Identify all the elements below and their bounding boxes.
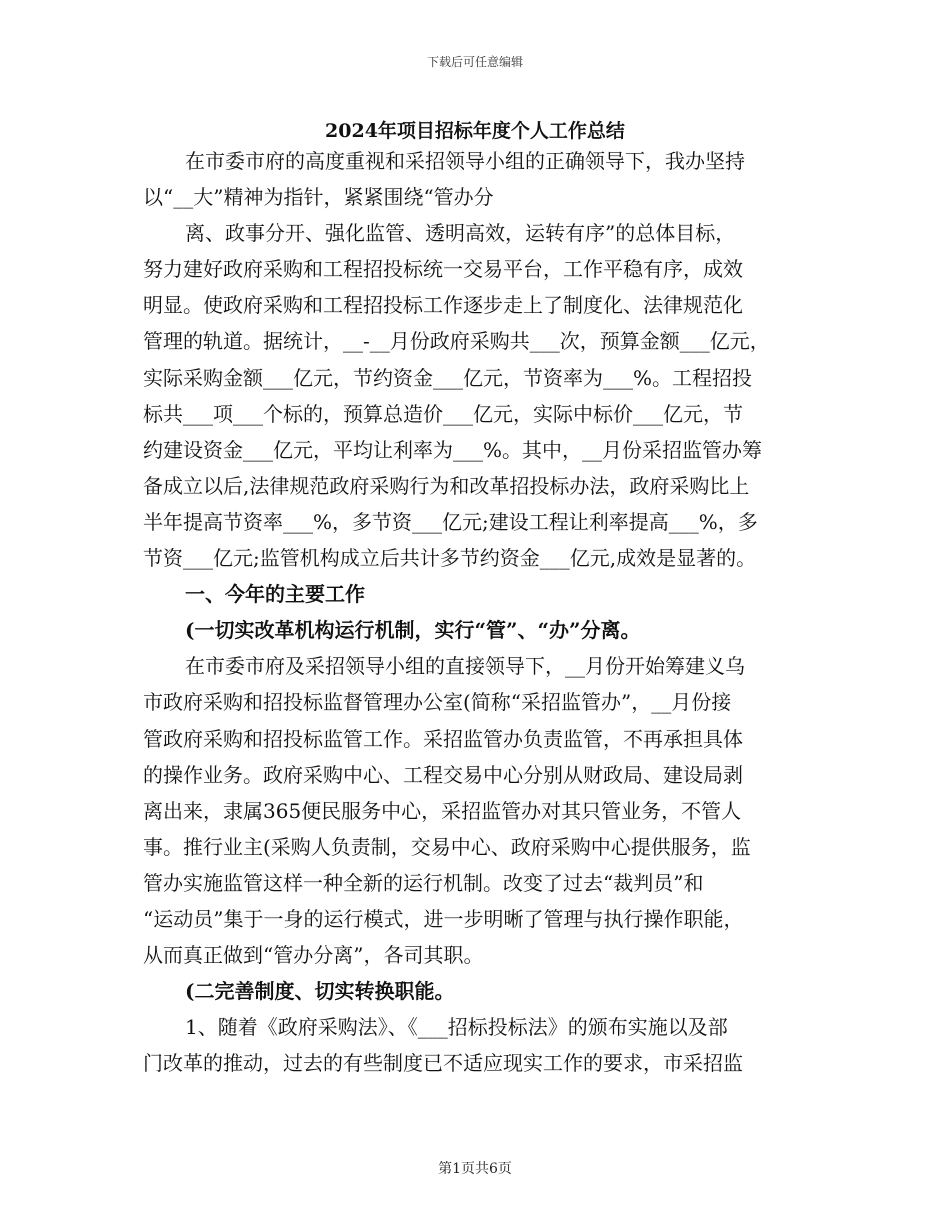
body-line: 管理的轨道。据统计，__-__月份政府采购共___次，预算金额___亿元， bbox=[143, 329, 770, 354]
body-line: 半年提高节资率___%，多节资___亿元;建设工程让利率提高___%，多 bbox=[143, 509, 758, 534]
body-line: 离出来，隶属365便民服务中心，采招监管办对其只管业务，不管人 bbox=[143, 798, 742, 823]
header-note: 下载后可任意编辑 bbox=[426, 55, 523, 69]
body-line: 1、随着《政府采购法》、《___招标投标法》的颁布实施以及部 bbox=[185, 1015, 728, 1040]
body-line: 标共___项___个标的，预算总造价___亿元，实际中标价___亿元，节 bbox=[143, 401, 743, 426]
body-line: 离、政事分开、强化监管、透明高效，运转有序”的总体目标， bbox=[185, 221, 736, 246]
body-line: 在市委市府及采招领导小组的直接领导下，__月份开始筹建义乌 bbox=[185, 654, 745, 679]
subsection-heading: (二完善制度、切实转换职能。 bbox=[185, 979, 455, 1004]
body-line: 努力建好政府采购和工程招投标统一交易平台，工作平稳有序，成效 bbox=[143, 257, 743, 282]
body-line: 从而真正做到“管办分离”，各司其职。 bbox=[143, 943, 484, 968]
body-line: 节资___亿元;监管机构成立后共计多节约资金___亿元,成效是显著的。 bbox=[143, 546, 757, 571]
body-line: 管办实施监管这样一种全新的运行机制。改变了过去“裁判员”和 bbox=[143, 870, 704, 895]
body-line: 以“__大”精神为指针，紧紧围绕“管办分 bbox=[143, 185, 494, 210]
body-line: 事。推行业主(采购人负责制，交易中心、政府采购中心提供服务，监 bbox=[143, 834, 751, 859]
body-line: 市政府采购和招投标监督管理办公室(简称“采招监管办”，__月份接 bbox=[143, 690, 732, 715]
subsection-heading: (一切实改革机构运行机制，实行“管”、“办”分离。 bbox=[185, 618, 641, 643]
body-line: “运动员”集于一身的运行模式，进一步明晰了管理与执行操作职能， bbox=[143, 906, 744, 931]
section-heading: 一、今年的主要工作 bbox=[185, 582, 365, 607]
document-title: 2024年项目招标年度个人工作总结 bbox=[325, 120, 625, 142]
body-line: 明显。使政府采购和工程招投标工作逐步走上了制度化、法律规范化 bbox=[143, 293, 743, 318]
page-footer: 第1页共6页 bbox=[438, 1161, 512, 1177]
body-line: 在市委市府的高度重视和采招领导小组的正确领导下，我办坚持 bbox=[185, 149, 745, 173]
body-line: 的操作业务。政府采购中心、工程交易中心分别从财政局、建设局剥 bbox=[143, 762, 743, 787]
body-line: 管政府采购和招投标监管工作。采招监管办负责监管，不再承担具体 bbox=[143, 726, 743, 751]
body-line: 备成立以后,法律规范政府采购行为和改革招投标办法，政府采购比上 bbox=[143, 473, 750, 498]
document-body bbox=[143, 143, 811, 1081]
body-line: 约建设资金___亿元，平均让利率为___%。其中，__月份采招监管办筹 bbox=[143, 437, 763, 462]
body-line: 实际采购金额___亿元，节约资金___亿元，节资率为___%。工程招投 bbox=[143, 365, 753, 390]
body-line: 门改革的推动，过去的有些制度已不适应现实工作的要求，市采招监 bbox=[143, 1051, 743, 1076]
